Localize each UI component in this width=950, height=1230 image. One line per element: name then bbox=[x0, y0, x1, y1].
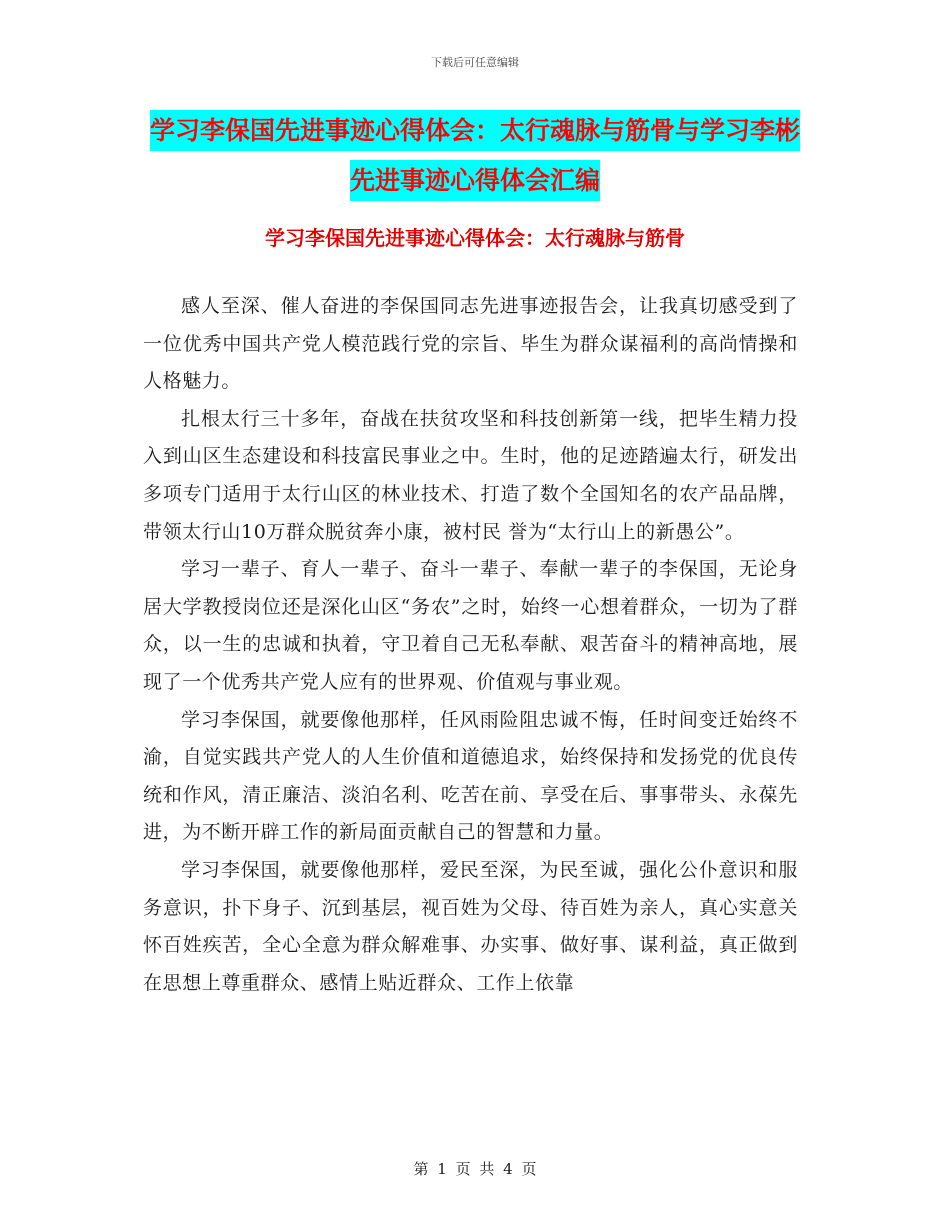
paragraph: 学习李保国，就要像他那样，爱民至深，为民至诚，强化公仆意识和服务意识，扑下身子、沉到基层，视百姓为父母、待百姓为亲人，真心实意关怀百姓疾苦，全心全意为群众解难事、办实事、做好事、谋利益，真正做到在思想上尊重群众、感情上贴近群众、工作上依靠 bbox=[143, 858, 798, 994]
page-footer: 第 1 页 共 4 页 bbox=[413, 1160, 537, 1178]
paragraph: 学习一辈子、育人一辈子、奋斗一辈子、奉献一辈子的李保国，无论身居大学教授岗位还是深化山区“务农”之时，始终一心想着群众，一切为了群众，以一生的忠诚和执着，守卫着自己无私奉献、艰苦奋斗的精神高地，展现了一个优秀共产党人应有的世界观、价值观与事业观。 bbox=[143, 558, 798, 693]
paragraph: 感人至深、催人奋进的李保国同志先进事迹报告会，让我真切感受到了一位优秀中国共产党人模范践行党的宗旨、毕生为群众谋福利的高尚情操和人格魅力。 bbox=[143, 295, 798, 393]
document-title-text: 学习李保国先进事迹心得体会：太行魂脉与筋骨与学习李彬先进事迹心得体会汇编 bbox=[150, 110, 800, 201]
document-body bbox=[143, 288, 798, 1002]
document-title bbox=[140, 106, 810, 206]
section-title: 学习李保国先进事迹心得体会：太行魂脉与筋骨 bbox=[265, 226, 685, 250]
paragraph: 学习李保国，就要像他那样，任风雨险阻忠诚不悔，任时间变迁始终不渝，自觉实践共产党人的人生价值和道德追求，始终保持和发扬党的优良传统和作风，清正廉洁、淡泊名利、吃苦在前、享受在后、事事带头、永葆先进，为不断开辟工作的新局面贡献自己的智慧和力量。 bbox=[143, 708, 798, 844]
page-header-note: 下载后可任意编辑 bbox=[431, 56, 519, 69]
paragraph: 扎根太行三十多年，奋战在扶贫攻坚和科技创新第一线，把毕生精力投入到山区生态建设和科技富民事业之中。生时，他的足迹踏遍太行，研发出多项专门适用于太行山区的林业技术、打造了数个全国知名的农产品品牌，带领太行山10万群众脱贫奔小康，被村民 誉为“太行山上的新愚公”。 bbox=[143, 407, 798, 543]
